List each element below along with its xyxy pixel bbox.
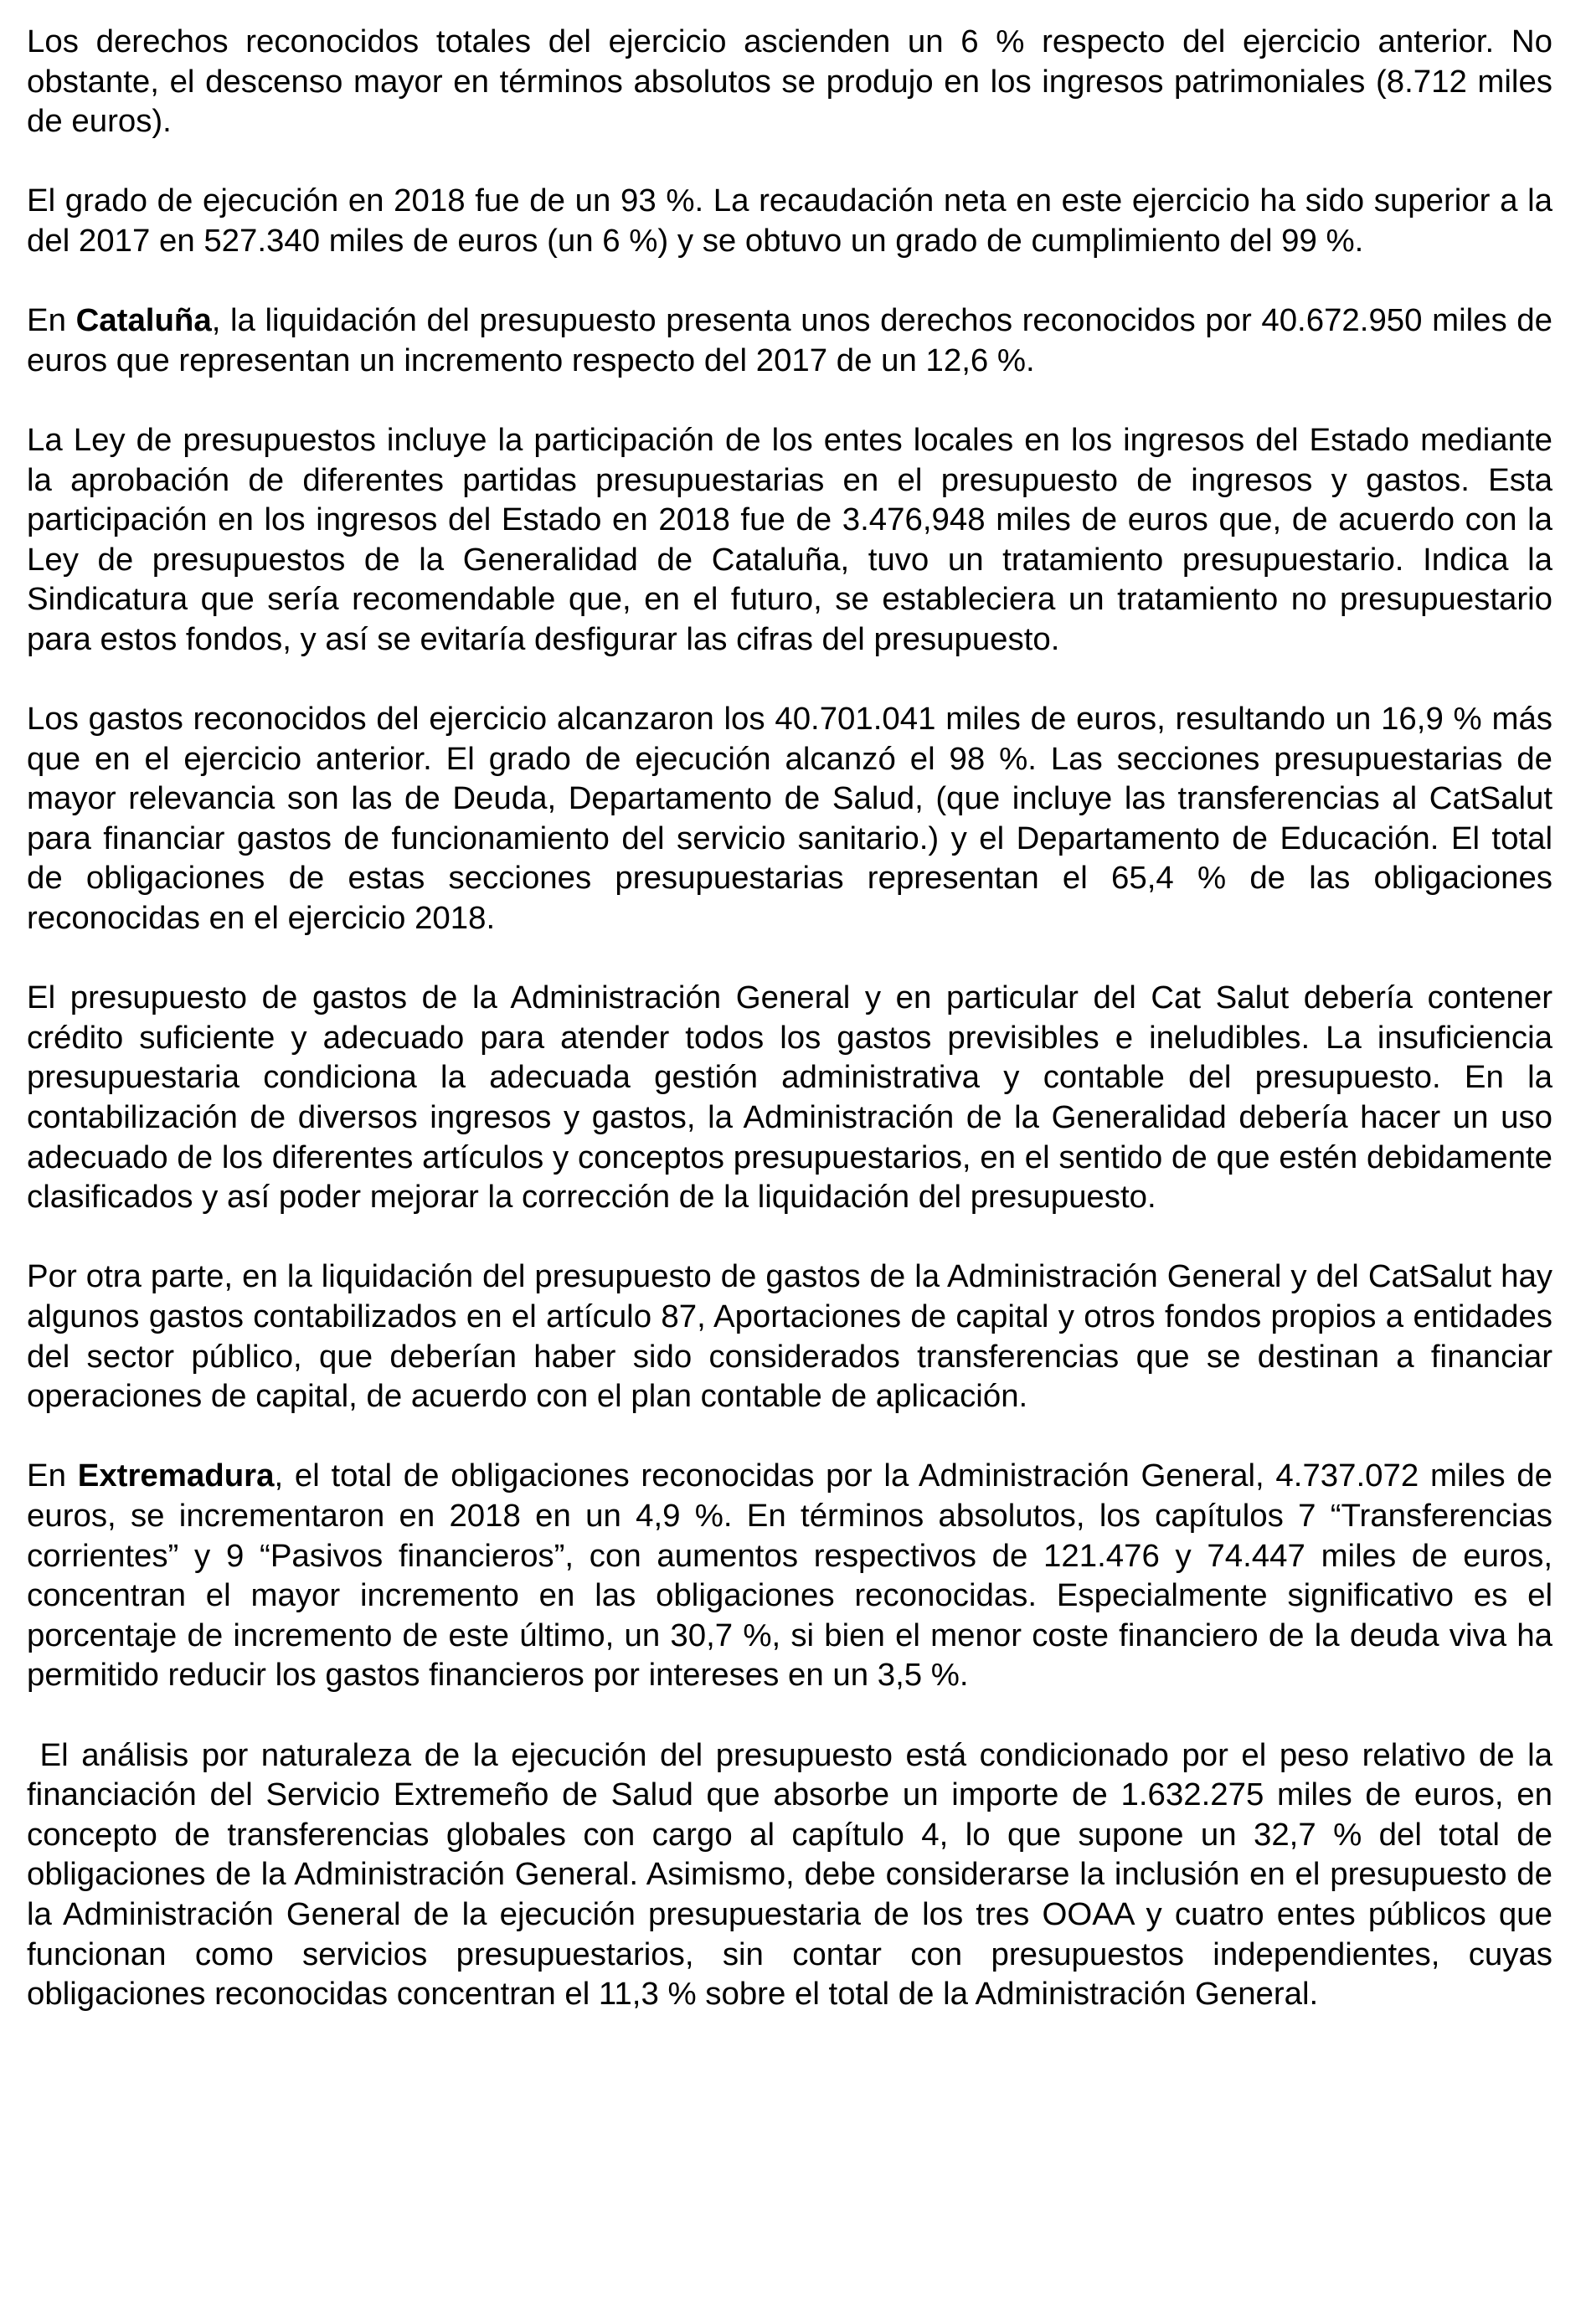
region-name-cataluna: Cataluña — [75, 302, 212, 339]
document-body — [27, 22, 1562, 2014]
paragraph-grado-ejecucion: El grado de ejecución en 2018 fue de un 93 %. La recaudación neta en este ejercicio ha sido superior a la del 2017 en 527.340 miles de euros (un 6 %) y se obtuvo un grado de cumplimiento del 99 %. — [27, 183, 1553, 259]
region-name-extremadura: Extremadura — [77, 1458, 275, 1494]
paragraph-prefix: En — [27, 1458, 78, 1494]
paragraph-analisis-naturaleza: El análisis por naturaleza de la ejecución del presupuesto está condicionado por el peso relativo de la financiación del Servicio Extremeño de Salud que absorbe un importe de 1.632.275 miles de euros, en concepto de transferencias globales con cargo al capítulo 4, lo que supone un 32,7 % del total de obligaciones de la Administración General. Asimismo, debe considerarse la inclusión en el presupuesto de la Administración General de la ejecución presupuestaria de los tres OOAA y cuatro entes públicos que funcionan como servicios presupuestarios, sin contar con presupuestos independientes, cuyas obligaciones reconocidas concentran el 11,3 % sobre el total de la Administración General. — [27, 1736, 1562, 2013]
paragraph-suffix: , la liquidación del presupuesto presenta unos derechos reconocidos por 40.672.950 miles de euros que representan un incremento respecto del 2017 de un 12,6 %. — [27, 302, 1553, 378]
paragraph-presupuesto-gastos: El presupuesto de gastos de la Administración General y en particular del Cat Salut debería contener crédito suficiente y adecuado para atender todos los gastos previsibles e ineludibles. La insuficiencia presupuestaria condiciona la adecuada gestión administrativa y contable del presupuesto. En la contabilización de diversos ingresos y gastos, la Administración de la Generalidad debería hacer un uso adecuado de los diferentes artículos y conceptos presupuestarios, en el sentido de que estén debidamente clasificados y así poder mejorar la corrección de la liquidación del presupuesto. — [27, 979, 1553, 1216]
paragraph-gastos-reconocidos: Los gastos reconocidos del ejercicio alcanzaron los 40.701.041 miles de euros, resultando un 16,9 % más que en el ejercicio anterior. El grado de ejecución alcanzó el 98 %. Las secciones presupuestarias de mayor relevancia son las de Deuda, Departamento de Salud, (que incluye las transferencias al CatSalut para financiar gastos de funcionamiento del servicio sanitario.) y el Departamento de Educación. El total de obligaciones de estas secciones presupuestarias representan el 65,4 % de las obligaciones reconocidas en el ejercicio 2018. — [27, 701, 1553, 937]
paragraph-suffix: , el total de obligaciones reconocidas por la Administración General, 4.737.072 miles de euros, se incrementaron en 2018 en un 4,9 %. En términos absolutos, los capítulos 7 “Transferencias corrientes” y 9 “Pasivos financieros”, con aumentos respectivos de 121.476 y 74.447 miles de euros, concentran el mayor incremento en las obligaciones reconocidas. Especialmente significativo es el porcentaje de incremento de este último, un 30,7 %, si bien el menor coste financiero de la deuda viva ha permitido reducir los gastos financieros por intereses en un 3,5 %. — [27, 1458, 1553, 1694]
paragraph-extremadura — [27, 1456, 1553, 1695]
paragraph-cataluna — [27, 301, 1553, 380]
paragraph-derechos-reconocidos: Los derechos reconocidos totales del ejercicio ascienden un 6 % respecto del ejercicio anterior. No obstante, el descenso mayor en términos absolutos se produjo en los ingresos patrimoniales (8.712 miles de euros). — [27, 23, 1553, 140]
paragraph-ley-presupuestos: La Ley de presupuestos incluye la participación de los entes locales en los ingresos del Estado mediante la aprobación de diferentes partidas presupuestarias en el presupuesto de ingresos y gastos. Esta participación en los ingresos del Estado en 2018 fue de 3.476,948 miles de euros que, de acuerdo con la Ley de presupuestos de la Generalidad de Cataluña, tuvo un tratamiento presupuestario. Indica la Sindicatura que sería recomendable que, en el futuro, se estableciera un tratamiento no presupuestario para estos fondos, y así se evitaría desfigurar las cifras del presupuesto. — [27, 421, 1553, 657]
paragraph-por-otra-parte: Por otra parte, en la liquidación del presupuesto de gastos de la Administración General y del CatSalut hay algunos gastos contabilizados en el artículo 87, Aportaciones de capital y otros fondos propios a entidades del sector público, que deberían haber sido considerados transferencias que se destinan a financiar operaciones de capital, de acuerdo con el plan contable de aplicación. — [27, 1258, 1553, 1415]
paragraph-prefix: En — [27, 302, 76, 339]
